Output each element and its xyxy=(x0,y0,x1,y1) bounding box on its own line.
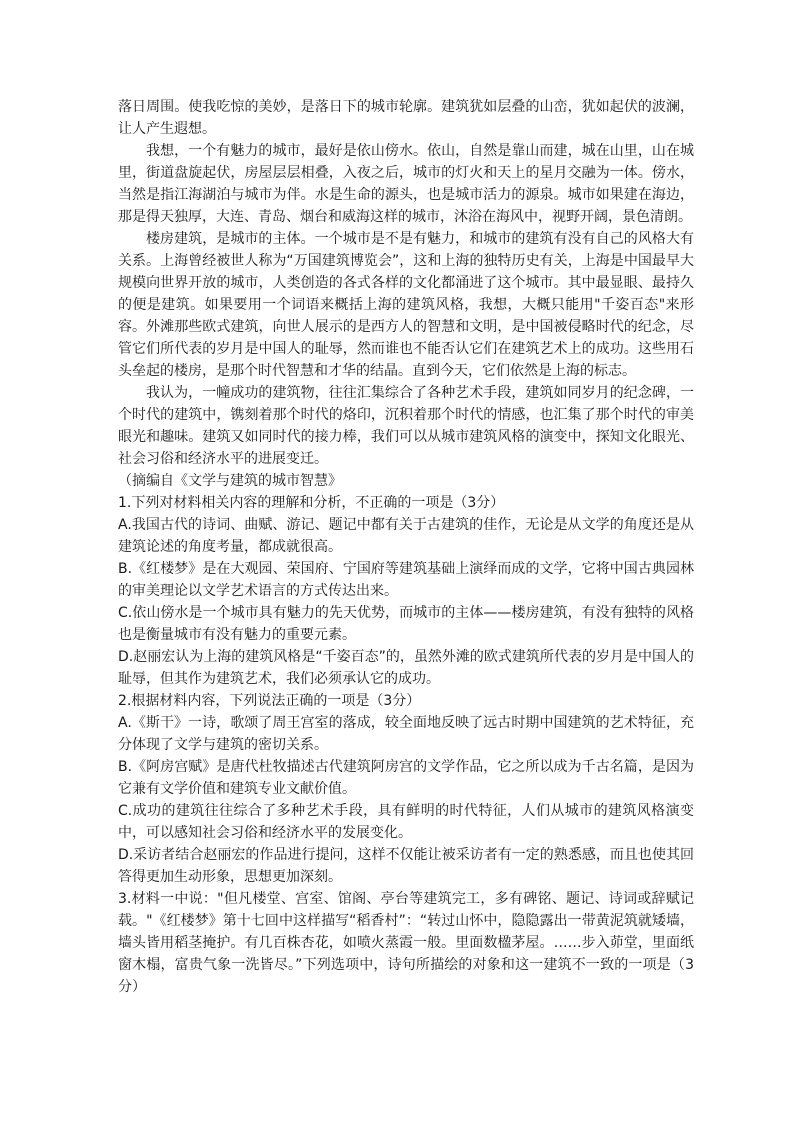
question-1-option-d: D.赵丽宏认为上海的建筑风格是“千姿百态”的，虽然外滩的欧式建筑所代表的岁月是中国人的耻辱，但其作为建筑艺术，我们必须承认它的成功。 xyxy=(118,649,694,687)
document-page xyxy=(118,96,694,998)
passage-paragraph-2: 我想，一个有魅力的城市，最好是依山傍水。依山，自然是靠山而建，城在山里，山在城里，街道盘旋起伏，房屋层层相叠，入夜之后，城市的灯火和天上的星月交融为一体。傍水，当然是指江海湖泊与城市为伴。水是生命的源头，也是城市活力的源泉。城市如果建在海边，那是得天独厚，大连、青岛、烟台和威海这样的城市，沐浴在海风中，视野开阔，景色清朗。 xyxy=(118,143,694,225)
question-2-option-c: C.成功的建筑往往综合了多种艺术手段，具有鲜明的时代特征，人们从城市的建筑风格演变中，可以感知社会习俗和经济水平的发展变化。 xyxy=(118,803,694,841)
passage-source: （摘编自《文学与建筑的城市智慧》 xyxy=(118,473,342,489)
question-1-option-a: A.我国古代的诗词、曲赋、游记、题记中都有关于古建筑的佳作，无论是从文学的角度还是从建筑论述的角度考量，都成就很高。 xyxy=(118,517,694,555)
question-1-stem: 1.下列对材料相关内容的理解和分析，不正确的一项是（3分） xyxy=(118,495,505,511)
passage-paragraph-4: 我认为，一幢成功的建筑物，往往汇集综合了各种艺术手段，建筑如同岁月的纪念碑，一个时代的建筑中，镌刻着那个时代的烙印，沉积着那个时代的情感，也汇集了那个时代的审美眼光和趣味。建筑又如同时代的接力棒，我们可以从城市建筑风格的演变中，探知文化眼光、社会习俗和经济水平的进展变迁。 xyxy=(118,385,694,467)
question-2-option-d: D.采访者结合赵丽宏的作品进行提问，这样不仅能让被采访者有一定的熟悉感，而且也使其回答得更加生动形象，思想更加深刻。 xyxy=(118,847,694,885)
question-1-option-b: B.《红楼梦》是在大观园、荣国府、宁国府等建筑基础上演绎而成的文学，它将中国古典园林的审美理论以文学艺术语言的方式传达出来。 xyxy=(118,561,694,599)
question-1-option-c: C.依山傍水是一个城市具有魅力的先天优势，而城市的主体——楼房建筑，有没有独特的风格也是衡量城市有没有魅力的重要元素。 xyxy=(118,605,694,643)
passage-paragraph-3: 楼房建筑，是城市的主体。一个城市是不是有魅力，和城市的建筑有没有自己的风格大有关系。上海曾经被世人称为“万国建筑博览会”，这和上海的独特历史有关，上海是中国最早大规模向世界开放的城市，人类创造的各式各样的文化都涌进了这个城市。其中最显眼、最持久的便是建筑。如果要用一个词语来概括上海的建筑风格，我想，大概只能用"千姿百态"来形容。外滩那些欧式建筑，向世人展示的是西方人的智慧和文明，是中国被侵略时代的纪念，尽管它们所代表的岁月是中国人的耻辱，然而谁也不能否认它们在建筑艺术上的成功。这些用石头垒起的楼房，是那个时代智慧和才华的结晶。直到今天，它们依然是上海的标志。 xyxy=(118,231,694,379)
question-2-stem: 2.根据材料内容，下列说法正确的一项是（3分） xyxy=(118,693,421,709)
passage-paragraph-1: 落日周围。使我吃惊的美妙，是落日下的城市轮廓。建筑犹如层叠的山峦，犹如起伏的波澜，让人产生遐想。 xyxy=(118,99,694,137)
question-2-option-b: B.《阿房宫赋》是唐代杜牧描述古代建筑阿房宫的文学作品，它之所以成为千古名篇，是因为它兼有文学价值和建筑专业文献价值。 xyxy=(118,759,694,797)
question-3-stem: 3.材料一中说："但凡楼堂、宫室、馆阁、亭台等建筑完工，多有碑铭、题记、诗词或辞赋记载。"《红楼梦》第十七回中这样描写“稻香村”：“转过山怀中，隐隐露出一带黄泥筑就矮墙，墙头皆用稻茎掩护。有几百株杏花，如喷火蒸霞一般。里面数楹茅屋。……步入茆堂，里面纸窗木榻，富贵气象一洗皆尽。”下列选项中，诗句所描绘的对象和这一建筑不一致的一项是（3分） xyxy=(118,891,694,995)
question-2-option-a: A.《斯干》一诗，歌颂了周王宫室的落成，较全面地反映了远古时期中国建筑的艺术特征，充分体现了文学与建筑的密切关系。 xyxy=(118,715,694,753)
